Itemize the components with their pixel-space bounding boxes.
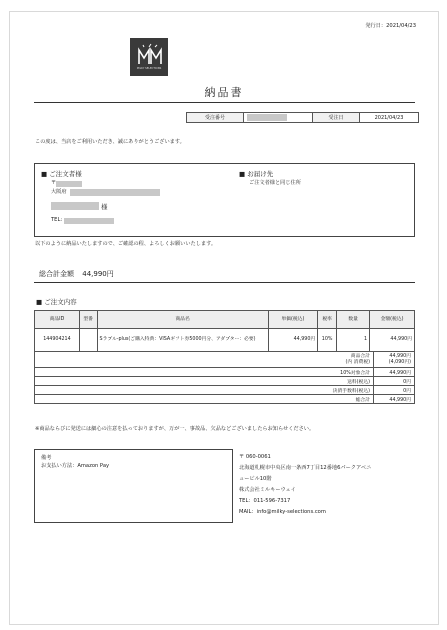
company-mail: MAIL：info@milky-selections.com bbox=[239, 509, 326, 515]
item-unit-price: 44,990円 bbox=[268, 329, 318, 352]
redacted-tel bbox=[64, 218, 114, 224]
table-row bbox=[35, 329, 415, 352]
company-tel: TEL：011-596-7317 bbox=[239, 498, 291, 504]
customer-tel-label: TEL: bbox=[51, 217, 63, 223]
company-info bbox=[239, 452, 371, 518]
company-name: 株式会社ミルキーウェイ bbox=[239, 487, 296, 493]
delivery-text: ご注文者様と同じ住所 bbox=[249, 180, 301, 186]
subtotal-label: 商品合計 bbox=[350, 353, 370, 359]
logo-text: MILKY SELECTIONS bbox=[136, 67, 162, 70]
summary-total-label: 総合計 bbox=[35, 395, 374, 404]
total-label: 総合計金額 bbox=[39, 270, 74, 278]
customer-address-prefix: 大阪府 bbox=[51, 189, 67, 195]
summary-total-value: 44,990円 bbox=[374, 395, 415, 404]
delivery-message: 以下のように納品いたしますので、ご確認の程、よろしくお願いいたします。 bbox=[35, 241, 217, 247]
document-title: 納品書 bbox=[204, 86, 244, 99]
company-address-2: ュービル10階 bbox=[239, 476, 272, 482]
summary-row-shipping bbox=[35, 377, 415, 386]
payment-method: お支払い方法：Amazon Pay bbox=[41, 463, 110, 469]
summary-tax10-label: 10%対象合計 bbox=[35, 368, 374, 377]
delivery-heading-text: お届け先 bbox=[247, 170, 274, 178]
redacted-postal bbox=[56, 181, 82, 187]
subtotal-value: 44,990円 bbox=[389, 353, 411, 359]
delivery-heading: ■ お届け先 bbox=[239, 170, 274, 178]
total-rule bbox=[34, 282, 415, 283]
col-header-model: 型番 bbox=[79, 311, 97, 329]
summary-fee-value: 0円 bbox=[374, 386, 415, 395]
summary-shipping-label: 送料(税込) bbox=[35, 377, 374, 386]
col-header-name: 商品名 bbox=[97, 311, 268, 329]
order-date-label: 受注日 bbox=[313, 113, 360, 123]
subtotal-tax-value: (4,090円) bbox=[388, 359, 411, 365]
total-value: 44,990円 bbox=[82, 270, 114, 278]
summary-row-subtotal bbox=[35, 352, 415, 368]
col-header-unit-price: 単価(税込) bbox=[268, 311, 318, 329]
col-header-id: 商品ID bbox=[35, 311, 80, 329]
address-box bbox=[34, 163, 415, 237]
items-table bbox=[34, 310, 415, 352]
col-header-amount: 金額(税込) bbox=[370, 311, 415, 329]
brand-logo bbox=[130, 38, 168, 76]
order-header-table bbox=[186, 112, 419, 123]
customer-heading-text: ご注文者様 bbox=[49, 170, 82, 178]
subtotal-tax-label: (内 消費税) bbox=[345, 359, 370, 365]
summary-shipping-value: 0円 bbox=[374, 377, 415, 386]
company-postal: 〒 060-0061 bbox=[239, 454, 271, 460]
redacted-customer-name bbox=[51, 202, 99, 210]
postal-prefix: 〒 bbox=[51, 180, 57, 186]
notice-text: ※商品ならびに発送には細心の注意を払っておりますが、万が一、事故品、欠品などございましたらお知らせください。 bbox=[35, 426, 315, 432]
customer-heading: ■ ご注文者様 bbox=[41, 170, 82, 178]
invoice-page bbox=[9, 11, 439, 625]
notes-heading: 備考 bbox=[41, 455, 52, 461]
item-qty: 1 bbox=[337, 329, 370, 352]
logo-mark-icon bbox=[130, 38, 168, 76]
order-date-value: 2021/04/23 bbox=[360, 113, 419, 123]
redacted-address bbox=[70, 189, 160, 196]
item-tax-rate: 10% bbox=[318, 329, 337, 352]
col-header-tax-rate: 税率 bbox=[318, 311, 337, 329]
item-name: Sラブル-plus(ご購入特典：VISAギフト券5000円分、アダプター：必要) bbox=[97, 329, 268, 352]
title-rule bbox=[34, 102, 415, 103]
summary-table bbox=[34, 351, 415, 404]
item-amount: 44,990円 bbox=[370, 329, 415, 352]
total-line bbox=[39, 269, 114, 279]
summary-row-tax10 bbox=[35, 368, 415, 377]
thanks-message: この度は、当店をご利用いただき、誠にありがとうございます。 bbox=[35, 139, 185, 145]
customer-honorific: 様 bbox=[101, 203, 108, 211]
summary-row-fee bbox=[35, 386, 415, 395]
summary-row-total bbox=[35, 395, 415, 404]
redacted-order-number bbox=[247, 114, 287, 121]
order-number-value bbox=[244, 113, 313, 123]
company-address-1: 北海道札幌市中央区南一条西7丁目12番地6パークアベニ bbox=[239, 465, 372, 471]
issue-date: 発行日：2021/04/23 bbox=[365, 23, 416, 29]
summary-subtotal-value bbox=[374, 352, 415, 368]
order-section-heading-text: ご注文内容 bbox=[44, 298, 77, 306]
item-id: 144904214 bbox=[35, 329, 80, 352]
summary-subtotal-label bbox=[35, 352, 374, 368]
summary-fee-label: 決済手数料(税込) bbox=[35, 386, 374, 395]
order-number-label: 受注番号 bbox=[187, 113, 244, 123]
item-model bbox=[79, 329, 97, 352]
order-section-heading: ■ ご注文内容 bbox=[36, 298, 77, 306]
col-header-qty: 数量 bbox=[337, 311, 370, 329]
summary-tax10-value: 44,990円 bbox=[374, 368, 415, 377]
notes-box bbox=[34, 449, 233, 523]
